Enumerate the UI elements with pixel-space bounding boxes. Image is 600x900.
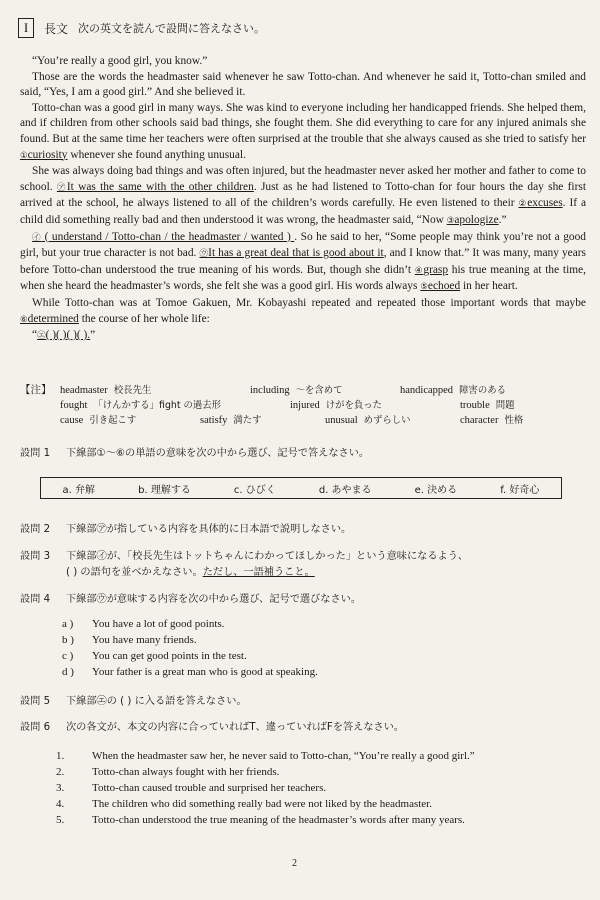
note-item: unusual めずらしい bbox=[325, 415, 411, 426]
underlined-word-2: ②excuses bbox=[518, 197, 563, 210]
underlined-word-3: ③apologize bbox=[446, 213, 499, 226]
question-4: 設問 4 下線部㋒が意味する内容を次の中から選び、記号で選びなさい。 bbox=[20, 594, 362, 605]
underlined-phrase-a: ㋐It was the same with the other children bbox=[56, 180, 254, 193]
underlined-phrase-c: ㋒It has a great deal that is good about it bbox=[199, 247, 384, 260]
note-item: injured けがを負った bbox=[290, 400, 383, 411]
reading-passage bbox=[20, 54, 586, 345]
underlined-phrase-b: ㋑ ( understand / Totto-chan / the headmaster / wanted ) bbox=[32, 230, 295, 243]
question-3-line2: ( ) の語句を並べかえなさい。ただし、一語補うこと。 bbox=[66, 567, 315, 578]
passage-paragraph: Those are the words the headmaster said whenever he saw Totto-chan. And whenever he said it, Totto-chan smiled and said, “Yes, I am a good girl.” And she believed it. bbox=[20, 70, 586, 99]
note-item: including 〜を含めて bbox=[250, 385, 343, 396]
underlined-word-6: ⑥determined bbox=[20, 312, 79, 325]
question-1: 設問 1 下線部①〜⑥の単語の意味を次の中から選び、記号で答えなさい。 bbox=[20, 448, 370, 459]
note-item: fought 「けんかする」fight の過去形 bbox=[60, 400, 222, 411]
question-6: 設問 6 次の各文が、本文の内容に合っていればT、違っていればFを答えなさい。 bbox=[20, 722, 405, 733]
underlined-blanks-d: ㋓( )( )( )( ). bbox=[37, 329, 91, 342]
passage-paragraph: While Totto-chan was at Tomoe Gakuen, Mr. Kobayashi repeated and repeated those important words that maybe ⑥determined the course of her whole life: bbox=[20, 296, 586, 325]
note-item: satisfy 満たす bbox=[200, 415, 262, 426]
page-number: 2 bbox=[292, 858, 297, 869]
notes-row bbox=[60, 412, 600, 426]
tf-item: 3. Totto-chan caused trouble and surprised her teachers. bbox=[56, 782, 327, 794]
option-item: a ) You have a lot of good points. bbox=[62, 618, 225, 630]
notes-row bbox=[60, 382, 600, 396]
underlined-word-1: ①curiosity bbox=[20, 148, 68, 161]
passage-paragraph: Totto-chan was a good girl in many ways. She was kind to everyone including her handicapped friends. She helped them, and if children from other schools said bad things, she fought them. She did everything to care for any injured animals she found. But at the same time her teachers were often surprised at the trouble that she always caused as she tried to satisfy her ①curiosity whenever she found anything unusual. bbox=[20, 101, 586, 161]
tf-item: 5. Totto-chan understood the true meaning of the headmaster’s words after many years. bbox=[56, 814, 465, 826]
section-header bbox=[18, 18, 265, 38]
note-item: handicapped 障害のある bbox=[400, 385, 506, 396]
choice-item: e. 決める bbox=[414, 484, 458, 496]
question-1-choices bbox=[40, 477, 562, 499]
choice-item: c. ひびく bbox=[233, 484, 276, 496]
passage-paragraph: “You’re really a good girl, you know.” bbox=[32, 55, 208, 67]
option-item: b ) You have many friends. bbox=[62, 634, 197, 646]
question-5: 設問 5 下線部㋓の ( ) に入る語を答えなさい。 bbox=[20, 696, 247, 707]
note-item: headmaster 校長先生 bbox=[60, 385, 152, 396]
tf-item: 1. When the headmaster saw her, he never said to Totto-chan, “You’re really a good girl.” bbox=[56, 750, 475, 762]
choice-item: d. あやまる bbox=[318, 484, 372, 496]
tf-item: 2. Totto-chan always fought with her friends. bbox=[56, 766, 280, 778]
tf-item: 4. The children who did something really bad were not liked by the headmaster. bbox=[56, 798, 432, 810]
question-2: 設問 2 下線部㋐が指している内容を具体的に日本語で説明しなさい。 bbox=[20, 524, 352, 535]
question-3: 設問 3 下線部㋑が、「校長先生はトットちゃんにわかってほしかった」という意味になるよう、 bbox=[20, 551, 469, 562]
choice-item: f. 好奇心 bbox=[500, 484, 540, 496]
section-instruction: 次の英文を読んで設問に答えなさい。 bbox=[78, 22, 266, 35]
notes-row bbox=[60, 397, 600, 411]
section-number: I bbox=[18, 18, 34, 38]
note-item: trouble 問題 bbox=[460, 400, 515, 411]
notes-label: 【注】 bbox=[20, 384, 52, 396]
option-item: c ) You can get good points in the test. bbox=[62, 650, 247, 662]
note-item: character 性格 bbox=[460, 415, 524, 426]
note-item: cause 引き起こす bbox=[60, 415, 137, 426]
passage-paragraph: She was always doing bad things and was often injured, but the headmaster never asked her mother and father to come to school. ㋐It was the same with the other children. Just as he had listened to Totto-chan for four hours the day she first arrived at the school, he always listened to all of the children’s words carefully. He even listened to their ②excuses. If a child did something really bad and then understood it was wrong, the headmaster said, “Now ③apologize.” bbox=[20, 165, 587, 226]
section-title: 長文 bbox=[44, 21, 69, 36]
underlined-word-4: ④grasp bbox=[414, 263, 449, 276]
underlined-word-5: ⑤echoed bbox=[420, 280, 461, 293]
final-quote: “㋓( )( )( )( ).” bbox=[32, 329, 96, 342]
option-item: d ) Your father is a great man who is good at speaking. bbox=[62, 666, 318, 678]
choice-item: b. 理解する bbox=[138, 484, 191, 496]
passage-paragraph: ㋑ ( understand / Totto-chan / the headmaster / wanted ) . So he said to her, “Some people may think you’re not a good girl, but your true character is not bad. ㋒It has a great deal that is good about it, and I know that.” It was many, many years before Totto-chan understood the true meaning of his words. But, though she didn’t ④grasp his true meaning at the time, when she heard the headmaster’s words, she felt she was a good girl. His words always ⑤echoed in her heart. bbox=[20, 230, 586, 293]
choice-item: a. 弁解 bbox=[62, 484, 96, 496]
